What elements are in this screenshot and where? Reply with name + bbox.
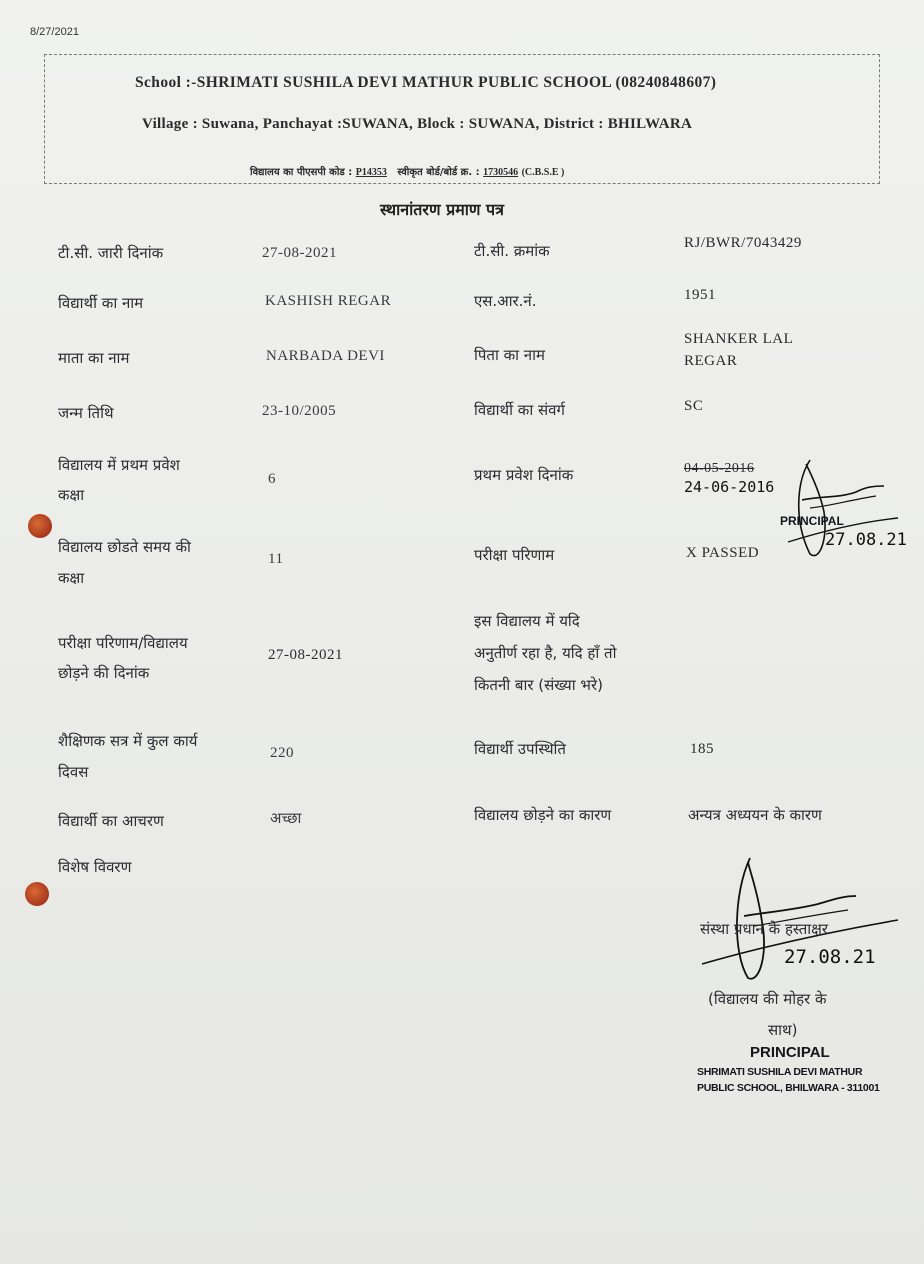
- certificate-title: स्थानांतरण प्रमाण पत्र: [380, 200, 504, 219]
- mother-name-value: NARBADA DEVI: [266, 348, 385, 364]
- result-date-label-1: परीक्षा परिणाम/विद्यालय: [58, 634, 188, 652]
- attendance-value: 185: [690, 741, 714, 757]
- board-name: (C.B.S.E ): [521, 167, 565, 178]
- result-value: X PASSED: [686, 545, 760, 561]
- first-admission-date-struck: 04-05-2016: [684, 461, 755, 476]
- working-days-value: 220: [270, 745, 294, 761]
- father-name-label: पिता का नाम: [474, 346, 545, 364]
- leaving-class-label-1: विद्यालय छोडते समय की: [58, 538, 191, 556]
- school-name-line: School :-SHRIMATI SUSHILA DEVI MATHUR PUBLIC SCHOOL (08240848607): [135, 74, 717, 91]
- sr-number-value: 1951: [684, 287, 716, 303]
- board-label: स्वीकृत बोर्ड/बोर्ड क्र. :: [397, 167, 480, 178]
- dob-label: जन्म तिथि: [58, 404, 114, 422]
- first-class-label-1: विद्यालय में प्रथम प्रवेश: [58, 456, 180, 474]
- working-days-label-1: शैक्षिणक सत्र में कुल कार्य: [58, 732, 198, 750]
- leaving-class-label-2: कक्षा: [58, 569, 85, 587]
- school-codes-line: [250, 164, 564, 178]
- first-class-value: 6: [268, 471, 276, 487]
- correction-principal-stamp: PRINCIPAL: [780, 514, 844, 528]
- principal-stamp-line-1: SHRIMATI SUSHILA DEVI MATHUR: [697, 1066, 863, 1078]
- correction-signature: [780, 452, 900, 564]
- psp-label: विद्यालय का पीएसपी कोड :: [250, 167, 353, 178]
- student-name-label: विद्यार्थी का नाम: [58, 294, 144, 312]
- school-address-line: Village : Suwana, Panchayat :SUWANA, Block : SUWANA, District : BHILWARA: [142, 116, 693, 132]
- attendance-label: विद्यार्थी उपस्थिति: [474, 740, 566, 758]
- tc-issue-date-label: टी.सी. जारी दिनांक: [58, 244, 164, 262]
- tc-issue-date-value: 27-08-2021: [262, 245, 337, 261]
- father-name-line-1: SHANKER LAL: [684, 331, 794, 347]
- leaving-reason-label: विद्यालय छोड़ने का कारण: [474, 806, 612, 824]
- dob-value: 23-10/2005: [262, 403, 337, 419]
- sr-number-label: एस.आर.नं.: [474, 292, 537, 310]
- seal-note-line-1: (विद्यालय की मोहर के: [708, 990, 827, 1008]
- correction-date: 27.08.21: [825, 530, 907, 550]
- psp-code: P14353: [355, 167, 387, 178]
- leaving-class-value: 11: [268, 551, 284, 567]
- signature-label: संस्था प्रधान के हस्ताक्षर: [700, 920, 829, 938]
- result-date-label-2: छोड़ने की दिनांक: [58, 664, 150, 682]
- first-class-label-2: कक्षा: [58, 486, 85, 504]
- category-value: SC: [684, 398, 704, 414]
- first-admission-date-corrected: 24-06-2016: [684, 478, 775, 496]
- conduct-value: अच्छा: [270, 809, 302, 827]
- leaving-reason-value: अन्यत्र अध्ययन के कारण: [688, 806, 822, 824]
- tc-number-label: टी.सी. क्रमांक: [474, 242, 550, 260]
- principal-stamp-title: PRINCIPAL: [750, 1044, 830, 1061]
- seal-mark-top: [28, 514, 52, 538]
- signature-date: 27.08.21: [784, 946, 876, 968]
- category-label: विद्यार्थी का संवर्ग: [474, 401, 565, 419]
- failed-label-3: कितनी बार (संख्या भरे): [474, 676, 603, 694]
- failed-label-1: इस विद्यालय में यदि: [474, 612, 580, 630]
- conduct-label: विद्यार्थी का आचरण: [58, 812, 164, 830]
- failed-label-2: अनुतीर्ण रहा है, यदि हाँ तो: [474, 644, 617, 662]
- seal-mark-bottom: [25, 882, 49, 906]
- father-name-line-2: REGAR: [684, 353, 738, 369]
- print-date: 8/27/2021: [30, 26, 79, 38]
- student-name-value: KASHISH REGAR: [265, 293, 392, 309]
- principal-stamp-line-2: PUBLIC SCHOOL, BHILWARA - 311001: [697, 1082, 880, 1094]
- working-days-label-2: दिवस: [58, 763, 89, 781]
- remarks-label: विशेष विवरण: [58, 858, 132, 876]
- result-label: परीक्षा परिणाम: [474, 546, 555, 564]
- tc-number-value: RJ/BWR/7043429: [684, 235, 802, 251]
- mother-name-label: माता का नाम: [58, 349, 130, 367]
- seal-note-line-2: साथ): [768, 1021, 798, 1039]
- first-admission-date-label: प्रथम प्रवेश दिनांक: [474, 466, 574, 484]
- result-date-value: 27-08-2021: [268, 647, 343, 663]
- board-number: 1730546: [483, 167, 519, 178]
